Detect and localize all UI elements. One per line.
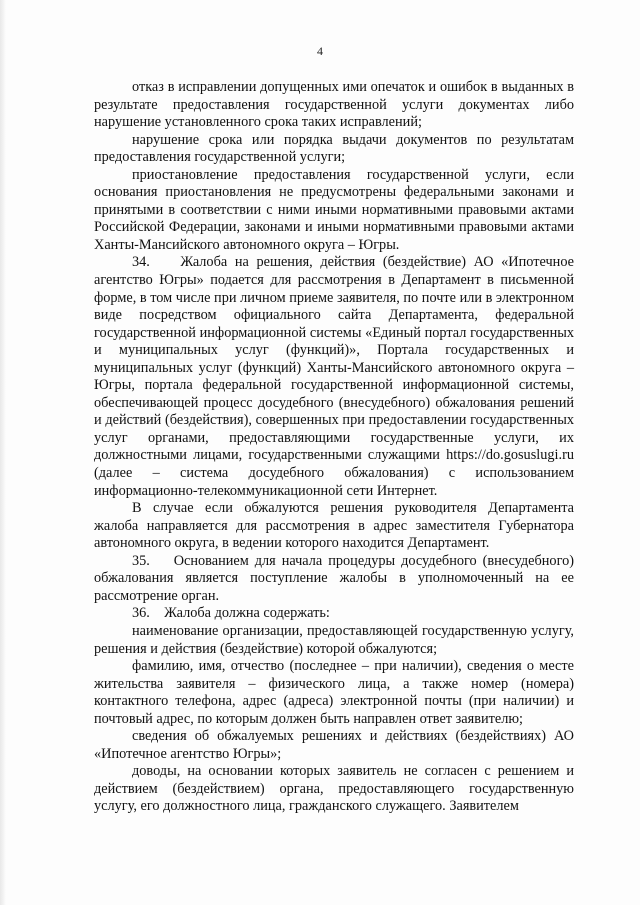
- paragraph-organization-name: наименование организации, предоставляющей государственную услугу, решения и действия (бездействие) которой обжалуются;: [94, 622, 574, 657]
- paragraph-head-complaint: В случае если обжалуются решения руководителя Департамента жалоба направляется для рассмотрения в адрес заместителя Губернатора автономного округа, в ведении которого находится Департамент.: [94, 500, 574, 552]
- scan-edge-shadow: [0, 0, 6, 905]
- paragraph-deadline-violation: нарушение срока или порядка выдачи документов по результатам предоставления государственной услуги;: [94, 131, 574, 166]
- document-body: [94, 79, 574, 816]
- paragraph-suspension: приостановление предоставления государственной услуги, если основания приостановления не предусмотрены федеральными законами и принятыми в соответствии с ними иными нормативными правовыми актами Российской Федерации, законами и иными нормативными правовыми актами Ханты-Мансийского автономного округа – Югры.: [94, 166, 574, 253]
- paragraph-appealed-decisions: сведения об обжалуемых решениях и действиях (бездействиях) АО «Ипотечное агентство Югры»;: [94, 728, 574, 762]
- paragraph-applicant-details: фамилию, имя, отчество (последнее – при наличии), сведения о месте жительства заявителя – физического лица, а также номер (номера) контактного телефона, адрес (адреса) электронной почты (при наличии) и почтовый адрес, по которым должен быть направлен ответ заявителю;: [94, 658, 574, 727]
- paragraph-item-36: 36. Жалоба должна содержать:: [132, 605, 330, 622]
- paragraph-arguments: доводы, на основании которых заявитель не согласен с решением и действием (бездействием) органа, предоставляющего государственную услугу, его должностного лица, гражданского служащего. Заявителем: [94, 763, 574, 815]
- paragraph-correction-refusal: отказ в исправлении допущенных ими опечаток и ошибок в выданных в результате предоставления государственной услуги документах либо нарушение установленного срока таких исправлений;: [94, 79, 574, 131]
- paragraph-item-35: 35. Основанием для начала процедуры досудебного (внесудебного) обжалования является поступление жалобы в уполномоченный на ее рассмотрение орган.: [94, 552, 574, 604]
- paragraph-item-34: 34. Жалоба на решения, действия (бездействие) АО «Ипотечное агентство Югры» подается для рассмотрения в Департамент в письменной форме, в том числе при личном приеме заявителя, по почте или в электронном виде посредством официального сайта Департамента, федеральной государственной информационной системы «Единый портал государственных и муниципальных услуг (функций)», Портала государственных и муниципальных услуг (функций) Ханты-Мансийского автономного округа – Югры, портала федеральной государственной информационной системы, обеспечивающей процесс досудебного (внесудебного) обжалования решений и действий (бездействия), совершенных при предоставлении государственных услуг органами, предоставляющими государственные услуги, их должностными лицами, государственными служащими https://do.gosuslugi.ru (далее – система досудебного обжалования) с использованием информационно-телекоммуникационной сети Интернет.: [94, 254, 574, 499]
- page-number: 4: [317, 44, 323, 58]
